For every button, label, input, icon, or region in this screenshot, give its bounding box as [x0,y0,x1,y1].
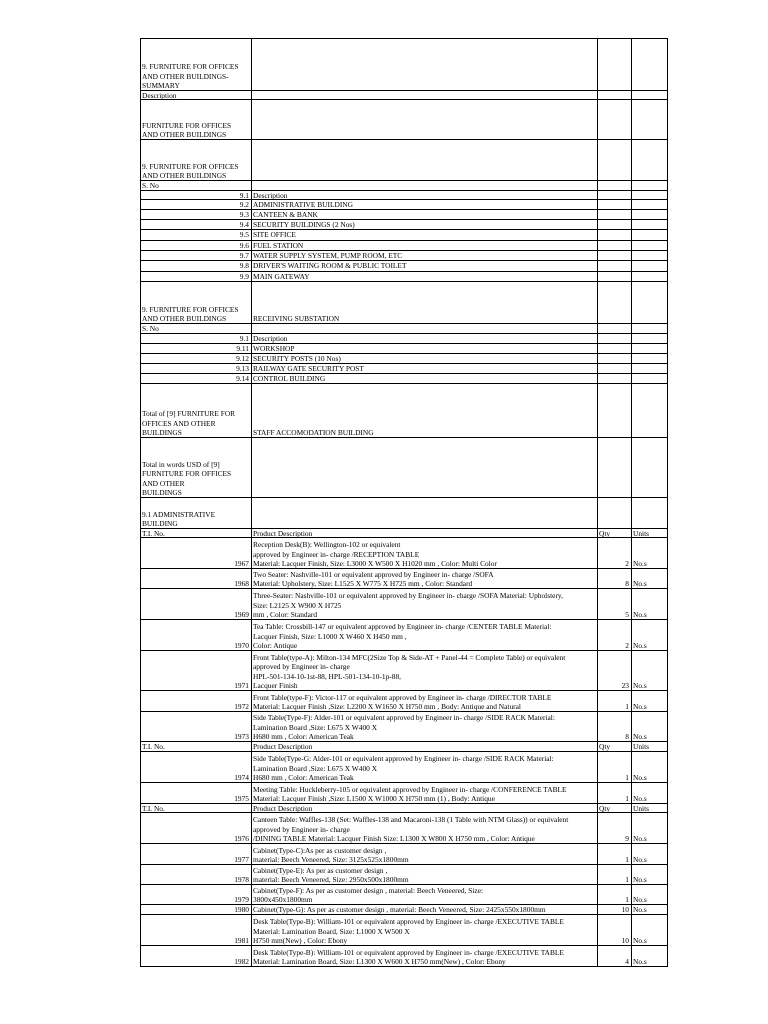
ref-cell: 9.5 [239,230,249,239]
qty-cell: 2 [625,640,629,650]
ref-cell: 9.4 [239,220,249,229]
description-cell: CANTEEN & BANK [253,210,318,219]
description-cell: ADMINISTRATIVE BUILDING [253,200,353,209]
units-cell: No.s [633,701,647,711]
qty-cell [599,344,629,353]
units-cell: No.s [633,609,647,619]
ref-cell: 9.6 [239,241,249,250]
qty-cell [599,272,629,281]
column-line-0 [140,38,141,967]
units-cell [633,384,665,437]
description-cell: Desk Table(Type-B): William-101 or equivalent approved by Engineer in- charge /EXECUTIVE TABLE Material: Lamination Board, Size: L1000 X W500 X H750 mm(New) , Color: Ebony [253,917,564,945]
qty-cell: 1 [625,894,629,904]
qty-cell: 9 [625,833,629,843]
description-cell: Reception Desk(B): Wellington-102 or equivalent approved by Engineer in- charge /RECEPTION TABLE Material: Lacquer Finish, Size: L3000 X W500 X H1020 mm , Color: Multi Color [253,540,497,568]
description-cell: RECEIVING SUBSTATION [253,313,340,323]
description-cell: Front Table(type-F): Victor-117 or equivalent approved by Engineer in- charge /DIRECTOR TABLE Material: Lacquer Finish ,Size: L2200 X W1650 X H750 mm , Body: Antique and Natural [253,692,552,711]
units-cell [633,39,665,90]
description-cell: Desk Table(Type-B): William-101 or equivalent approved by Engineer in- charge /EXECUTIVE TABLE Material: Lamination Board, Size: L1300 X W600 X H750 mm(New) , Color: Ebony [253,947,564,966]
description-cell: Tea Table: Crossbill-147 or equivalent approved by Engineer in- charge /CENTER TABLE Material: Lacquer Finish, Size: L1000 X W460 X H450 mm , Color: Antique [253,622,552,650]
qty-cell [599,251,629,260]
ref-cell: 9. FURNITURE FOR OFFICES AND OTHER BUILDINGS [142,304,239,323]
ref-cell: 9.13 [236,364,249,373]
ref-cell: 1980 [234,905,249,914]
units-cell [633,364,665,373]
units-cell: No.s [633,854,647,864]
units-cell: No.s [633,558,647,568]
qty-cell [599,39,629,90]
description-cell: DRIVER'S WAITING ROOM & PUBLIC TOILET [253,261,407,270]
qty-cell [599,210,629,219]
qty-cell: 2 [625,558,629,568]
qty-cell [599,100,629,139]
description-cell: Two Seater: Nashville-101 or equivalent approved by Engineer in- charge /SOFA Material: Upholstery, Size: L1525 X W775 X H725 mm , Color: Standard [253,569,494,588]
qty-cell: 8 [625,578,629,588]
qty-cell: Qty [599,529,611,537]
description-cell: WATER SUPPLY SYSTEM, PUMP ROOM, ETC [253,251,403,260]
ref-cell: FURNITURE FOR OFFICES AND OTHER BUILDINGS [142,120,232,139]
units-cell: No.s [633,772,647,782]
ref-cell: 1970 [234,640,249,650]
description-cell: CONTROL BUILDING [253,374,326,383]
ref-cell: 1978 [234,874,249,884]
units-cell [633,324,665,333]
description-cell: MAIN GATEWAY [253,272,310,281]
units-cell: No.s [633,956,647,966]
ref-cell: 9.1 [239,334,249,343]
units-cell: No.s [633,793,647,803]
units-cell: No.s [633,680,647,690]
units-cell [633,210,665,219]
ref-cell: 1969 [234,609,249,619]
ref-cell: T.I. No. [142,529,165,537]
units-cell: Units [633,742,650,751]
qty-cell: 1 [625,701,629,711]
ref-cell: 1979 [234,894,249,904]
description-cell [253,91,595,99]
description-cell: Front Table(type-A): Milton-134 MFC(2Size Top & Side-AT + Panel-44 = Complete Table) or equivalent approved by Engineer in- charge HPL-501-134-10-1st-88, HPL-501-134-10-1p-88, Lacquer Finish [253,653,566,690]
qty-cell: Qty [599,804,611,812]
qty-cell: 1 [625,772,629,782]
qty-cell [599,230,629,240]
ref-cell: 1967 [234,558,249,568]
ref-cell: 1977 [234,854,249,864]
qty-cell: Qty [599,742,611,751]
ref-cell: 1981 [234,935,249,945]
qty-cell [599,241,629,250]
description-cell [253,438,595,497]
units-cell: No.s [633,640,647,650]
description-cell: Side Table(Type-G: Alder-101 or equivalent approved by Engineer in- charge /SIDE RACK Material: Lamination Board ,Size: L675 X W400 X H680 mm , Color: American Teak [253,754,554,782]
ref-cell: S. No [142,181,159,190]
description-cell: Side Table(Type-F): Alder-101 or equivalent approved by Engineer in- charge /SIDE RACK Material: Lamination Board ,Size: L675 X W400 X H680 mm , Color: American Teak [253,713,555,741]
description-cell [253,498,595,528]
description-cell: Description [253,334,288,343]
units-cell: Units [633,529,650,537]
row-line [140,966,668,967]
description-cell: Cabinet(Type-C):As per as customer design , material: Beech Veneered, Size: 3125x525x1800mm [253,845,409,864]
description-cell: Three-Seater: Nashville-101 or equivalent approved by Engineer in- charge /SOFA Material: Upholstery, Size: L2125 X W900 X H725 mm , Color: Standard [253,591,563,619]
column-line-1 [251,38,252,967]
qty-cell: 8 [625,731,629,741]
ref-cell: T.I. No. [142,742,165,751]
qty-cell [599,200,629,209]
qty-cell [599,364,629,373]
ref-cell: 1968 [234,578,249,588]
units-cell [633,200,665,209]
description-cell: Cabinet(Type-F): As per as customer design , material: Beech Veneered, Size: 3800x450x1800mm [253,885,484,904]
ref-cell: Total of [9] FURNITURE FOR OFFICES AND OTHER BUILDINGS [142,409,236,437]
qty-cell [599,384,629,437]
units-cell: No.s [633,894,647,904]
units-cell: No.s [633,905,647,914]
units-cell [633,334,665,343]
description-cell [253,324,595,333]
description-cell: Canteen Table: Waffles-138 (Set: Waffles-138 and Macaroni-138 (1 Table with NTM Glass)) or equivalent approved by Engineer in- charge /DINING TABLE Material: Lacquer Finish Size: L1300 X W800 X H750 mm , Color: Antique [253,815,569,843]
ref-cell: 1973 [234,731,249,741]
ref-cell: 1971 [234,680,249,690]
description-cell: RAILWAY GATE SECURITY POST [253,364,364,373]
units-cell: No.s [633,935,647,945]
qty-cell [599,334,629,343]
ref-cell: 9.7 [239,251,249,260]
units-cell [633,282,665,323]
description-cell: Product Description [253,742,313,751]
units-cell [633,374,665,383]
units-cell [633,251,665,260]
units-cell [633,272,665,281]
ref-cell: 9.12 [236,354,249,363]
column-line-3 [631,38,632,967]
ref-cell: 1972 [234,701,249,711]
ref-cell: 1982 [234,956,249,966]
units-cell [633,100,665,139]
qty-cell [599,261,629,271]
description-cell: Cabinet(Type-E): As per as customer design , material: Beech Veneered, Size: 2950x500x1800mm [253,865,409,884]
ref-cell: 1974 [234,772,249,782]
qty-cell: 10 [621,935,629,945]
qty-cell [599,498,629,528]
qty-cell [599,324,629,333]
ref-cell: 9.2 [239,200,249,209]
units-cell: No.s [633,833,647,843]
ref-cell: 1976 [234,833,249,843]
units-cell [633,261,665,271]
ref-cell: 9.3 [239,210,249,219]
qty-cell [599,191,629,199]
ref-cell: 9.11 [236,344,249,353]
qty-cell [599,140,629,180]
qty-cell [599,91,629,99]
units-cell [633,230,665,240]
description-cell: FUEL STATION [253,241,304,250]
qty-cell: 1 [625,793,629,803]
ref-cell: S. No [142,324,159,333]
qty-cell: 5 [625,609,629,619]
description-cell: SECURITY BUILDINGS (2 Nos) [253,220,355,229]
units-cell [633,344,665,353]
ref-cell: 9.1 ADMINISTRATIVE BUILDING [142,509,216,528]
qty-cell [599,282,629,323]
column-line-4 [667,38,668,967]
qty-cell: 10 [621,905,629,914]
qty-cell: 1 [625,854,629,864]
description-cell: WORKSHOP [253,344,295,353]
ref-cell: Description [142,91,177,99]
ref-cell: 9. FURNITURE FOR OFFICES AND OTHER BUILDINGS [142,161,239,180]
units-cell: No.s [633,874,647,884]
ref-cell: 9.8 [239,261,249,270]
qty-cell: 23 [621,680,629,690]
qty-cell [599,438,629,497]
description-cell: Product Description [253,529,313,537]
units-cell [633,91,665,99]
units-cell [633,438,665,497]
units-cell: No.s [633,578,647,588]
description-cell: Description [253,191,288,199]
qty-cell [599,181,629,190]
units-cell [633,181,665,190]
qty-cell: 4 [625,956,629,966]
units-cell: Units [633,804,650,812]
units-cell [633,498,665,528]
qty-cell [599,220,629,229]
units-cell: No.s [633,731,647,741]
units-cell [633,354,665,363]
description-cell [253,181,595,190]
ref-cell: T.I. No. [142,804,165,812]
units-cell [633,140,665,180]
description-cell: Meeting Table: Huckleberry-105 or equivalent approved by Engineer in- charge /CONFERENCE TABLE Material: Lacquer Finish ,Size: L1500 X W1000 X H750 mm (1) , Body: Antique [253,784,567,803]
description-cell [253,100,595,139]
description-cell: SITE OFFICE [253,230,296,239]
qty-cell: 1 [625,874,629,884]
column-line-2 [597,38,598,967]
ref-cell: 9.9 [239,272,249,281]
qty-cell [599,374,629,383]
units-cell [633,191,665,199]
description-cell: SECURITY POSTS (10 Nos) [253,354,341,363]
units-cell [633,241,665,250]
ref-cell: 9. FURNITURE FOR OFFICES AND OTHER BUILDINGS- SUMMARY [142,62,239,90]
ref-cell: 9.14 [236,374,249,383]
description-cell: Product Description [253,804,313,812]
ref-cell: 9.1 [239,191,249,199]
units-cell [633,220,665,229]
ref-cell: Total in words USD of [9] FURNITURE FOR OFFICES AND OTHER BUILDINGS [142,460,232,497]
description-cell: Cabinet(Type-G): As per as customer design , material: Beech Veneered, Size: 2425x550x1800mm [253,905,546,914]
qty-cell [599,354,629,363]
ref-cell: 1975 [234,793,249,803]
description-cell [253,39,595,90]
description-cell [253,140,595,180]
description-cell: STAFF ACCOMODATION BUILDING [253,427,374,437]
